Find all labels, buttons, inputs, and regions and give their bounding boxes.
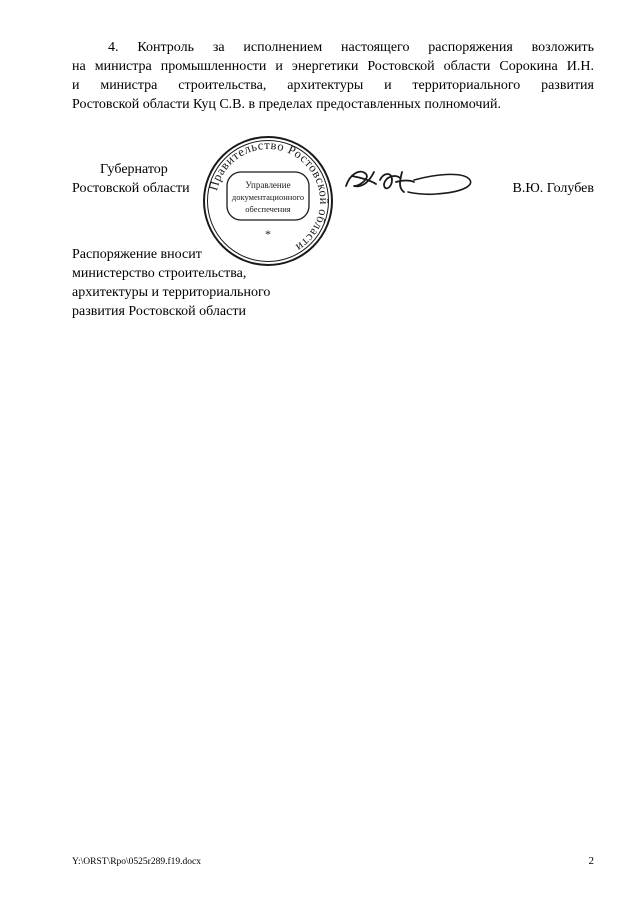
author-line: развития Ростовской области <box>72 304 246 319</box>
author-line: Распоряжение вносит <box>72 247 202 262</box>
author-line: министерство строительства, <box>72 266 247 281</box>
document-author-note <box>72 245 270 321</box>
seal-outer-text: Правительство Ростовской области <box>206 137 332 255</box>
seal-star: * <box>265 227 271 241</box>
signatory-title-line2: Ростовской области <box>72 181 190 196</box>
seal-inner-line: документационного <box>231 192 305 202</box>
footer-page-number: 2 <box>588 855 594 867</box>
footer-file-path: Y:\ORST\Rpo\0525r289.f19.docx <box>72 857 201 867</box>
paragraph-control <box>72 38 594 114</box>
seal-inner-line: Управление <box>245 180 291 190</box>
paragraph-line: 4. Контроль за исполнением настоящего распоряжения возложить <box>108 40 594 55</box>
signatory-title <box>72 160 190 198</box>
paragraph-line: и министра строительства, архитектуры и территориального развития <box>72 78 594 93</box>
author-line: архитектуры и территориального <box>72 285 271 300</box>
signatory-title-line1: Губернатор <box>100 162 168 177</box>
signatory-name: В.Ю. Голубев <box>512 181 594 196</box>
paragraph-line: на министра промышленности и энергетики Ростовской области Сорокина И.Н. <box>72 59 594 74</box>
handwritten-signature <box>340 162 480 202</box>
seal-inner-line: обеспечения <box>245 204 291 214</box>
paragraph-line: Ростовской области Куц С.В. в пределах предоставленных полномочий. <box>72 97 501 112</box>
